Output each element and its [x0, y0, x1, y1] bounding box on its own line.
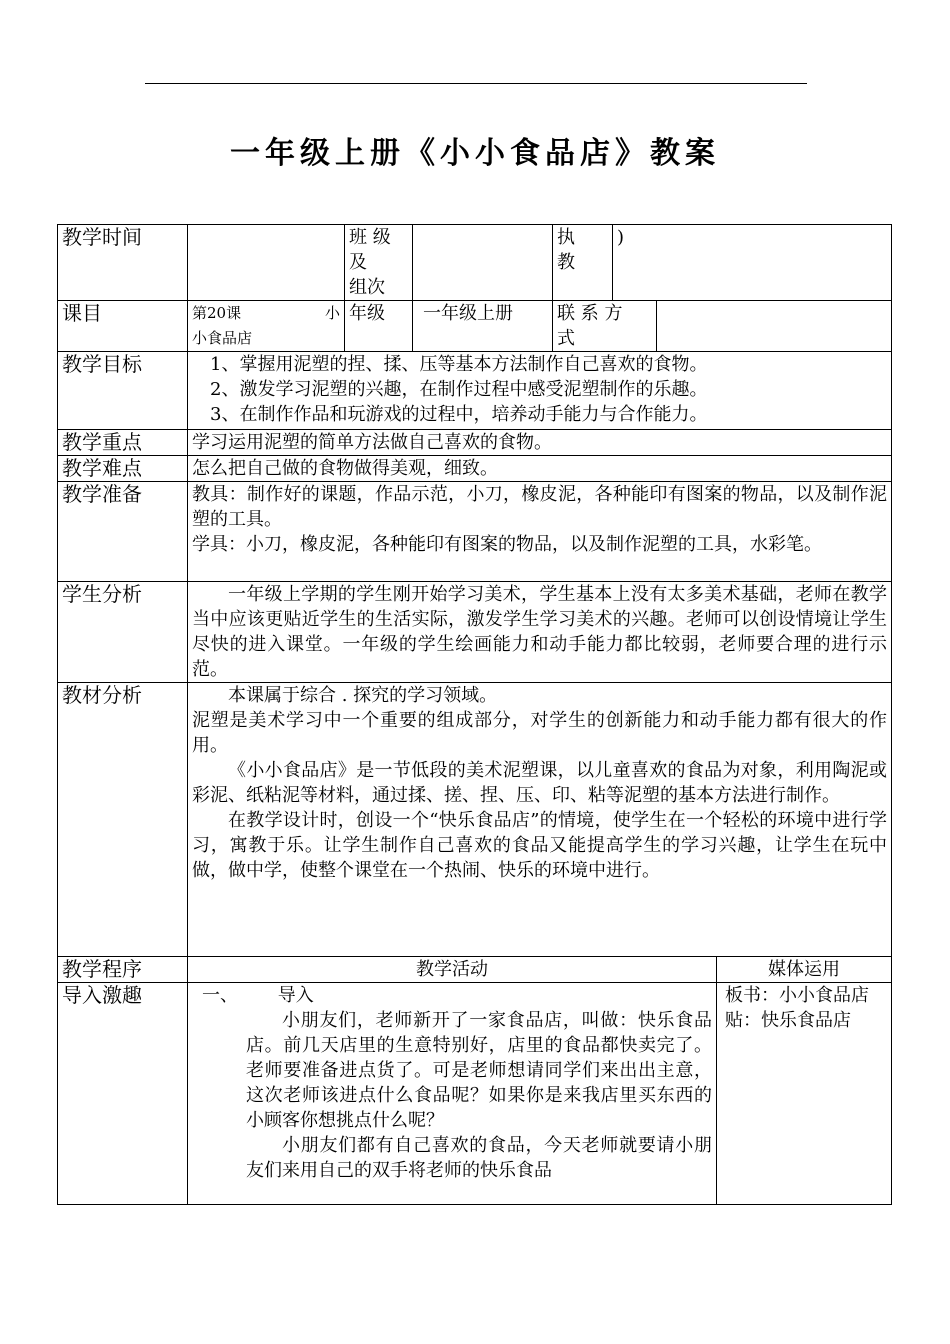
- label-intro: 导入激趣: [58, 983, 188, 1205]
- label-class-line: 组次: [349, 277, 385, 298]
- row-time: [58, 225, 892, 301]
- grade-value: 一年级上册: [413, 301, 553, 352]
- label-grade: 年级: [345, 301, 413, 352]
- intro-media: 板书：小小食品店 贴：快乐食品店: [717, 983, 892, 1205]
- teacher-materials: 教具：制作好的课题，作品示范，小刀，橡皮泥，各种能印有图案的物品，以及制作泥塑的工具。: [192, 484, 887, 530]
- header-rule: [145, 83, 807, 84]
- intro-step-heading: [202, 983, 712, 1008]
- label-contact-line: 式: [557, 328, 575, 349]
- lesson-plan-table: [57, 224, 892, 1205]
- row-preparation: [58, 482, 892, 582]
- label-goals: 教学目标: [58, 352, 188, 430]
- row-student-analysis: [58, 582, 892, 683]
- material-paragraph: 泥塑是美术学习中一个重要的组成部分，对学生的创新能力和动手能力都有很大的作用。: [192, 710, 887, 756]
- material-paragraph: 《小小食品店》是一节低段的美术泥塑课，以儿童喜欢的食品为对象，利用陶泥或彩泥、纸粘泥等材料，通过揉、搓、捏、压、印、粘等泥塑的基本方法进行制作。: [192, 760, 887, 806]
- intro-step-number: 一、: [202, 985, 238, 1006]
- label-class-line: 及: [349, 252, 367, 273]
- row-subject: [58, 301, 892, 352]
- preparation-content: [188, 482, 892, 582]
- lesson-number: 第20课: [192, 304, 242, 322]
- student-materials: 学具：小刀，橡皮泥，各种能印有图案的物品，以及制作泥塑的工具，水彩笔。: [192, 534, 822, 555]
- goal-item: 1、掌握用泥塑的捏、揉、压等基本方法制作自己喜欢的食物。: [210, 354, 708, 375]
- intro-step-title: 导入: [277, 985, 314, 1006]
- label-class: [345, 225, 413, 301]
- label-contact: [553, 301, 657, 352]
- material-paragraph: 本课属于综合 . 探究的学习领域。: [228, 685, 498, 706]
- label-difficulty: 教学难点: [58, 456, 188, 482]
- key-point-text: 学习运用泥塑的简单方法做自己喜欢的食物。: [188, 430, 892, 456]
- goals-content: [188, 352, 892, 430]
- header-media: 媒体运用: [717, 957, 892, 983]
- label-subject: 课目: [58, 301, 188, 352]
- label-teacher-line: 教: [557, 252, 575, 273]
- label-contact-line: 联 系 方: [557, 303, 623, 324]
- class-value: [413, 225, 553, 301]
- label-class-line: 班 级: [349, 227, 391, 248]
- lesson-name: [188, 301, 345, 352]
- label-teacher: [553, 225, 613, 301]
- intro-paragraph: 小朋友们，老师新开了一家食品店，叫做：快乐食品店。前几天店里的生意特别好，店里的食品都快卖完了。老师要准备进点货了。可是老师想请同学们来出出主意，这次老师该进点什么食品呢？如果你是来我店里买东西的小顾客你想挑点什么呢？: [246, 1010, 712, 1131]
- student-analysis-paragraph: 一年级上学期的学生刚开始学习美术，学生基本上没有太多美术基础，老师在教学当中应该更贴近学生的生活实际，激发学生学习美术的兴趣。老师可以创设情境让学生尽快的进入课堂。一年级的学生绘画能力和动手能力都比较弱，老师要合理的进行示范。: [192, 584, 887, 680]
- label-material-analysis: 教材分析: [58, 683, 188, 957]
- row-difficulty: [58, 456, 892, 482]
- lesson-name-part1: 小: [324, 304, 340, 322]
- time-value: [188, 225, 345, 301]
- header-activity: 教学活动: [188, 957, 717, 983]
- row-procedure-header: [58, 957, 892, 983]
- label-preparation: 教学准备: [58, 482, 188, 582]
- contact-value: [657, 301, 892, 352]
- difficulty-text: 怎么把自己做的食物做得美观，细致。: [188, 456, 892, 482]
- row-key-point: [58, 430, 892, 456]
- intro-content: [188, 983, 717, 1205]
- goal-item: 3、在制作作品和玩游戏的过程中，培养动手能力与合作能力。: [210, 404, 708, 425]
- lesson-name-part2: 小食品店: [192, 329, 253, 347]
- student-analysis-text: [188, 582, 892, 683]
- label-time: 教学时间: [58, 225, 188, 301]
- row-goals: [58, 352, 892, 430]
- page-title: 一年级上册《小小食品店》教案: [230, 136, 720, 171]
- intro-paragraph: 小朋友们都有自己喜欢的食品，今天老师就要请小朋友们来用自己的双手将老师的快乐食品: [246, 1135, 712, 1181]
- label-key-point: 教学重点: [58, 430, 188, 456]
- row-intro: [58, 983, 892, 1205]
- label-teacher-line: 执: [557, 227, 575, 248]
- label-procedure: 教学程序: [58, 957, 188, 983]
- goal-item: 2、激发学习泥塑的兴趣，在制作过程中感受泥塑制作的乐趣。: [210, 379, 708, 400]
- teacher-value: ): [613, 225, 892, 301]
- material-paragraph: 在教学设计时，创设一个“快乐食品店”的情境，使学生在一个轻松的环境中进行学习，寓教于乐。让学生制作自己喜欢的食品又能提高学生的学习兴趣，让学生在玩中做，做中学，使整个课堂在一个热闹、快乐的环境中进行。: [192, 810, 887, 881]
- row-material-analysis: [58, 683, 892, 957]
- material-analysis-content: [188, 683, 892, 957]
- label-student-analysis: 学生分析: [58, 582, 188, 683]
